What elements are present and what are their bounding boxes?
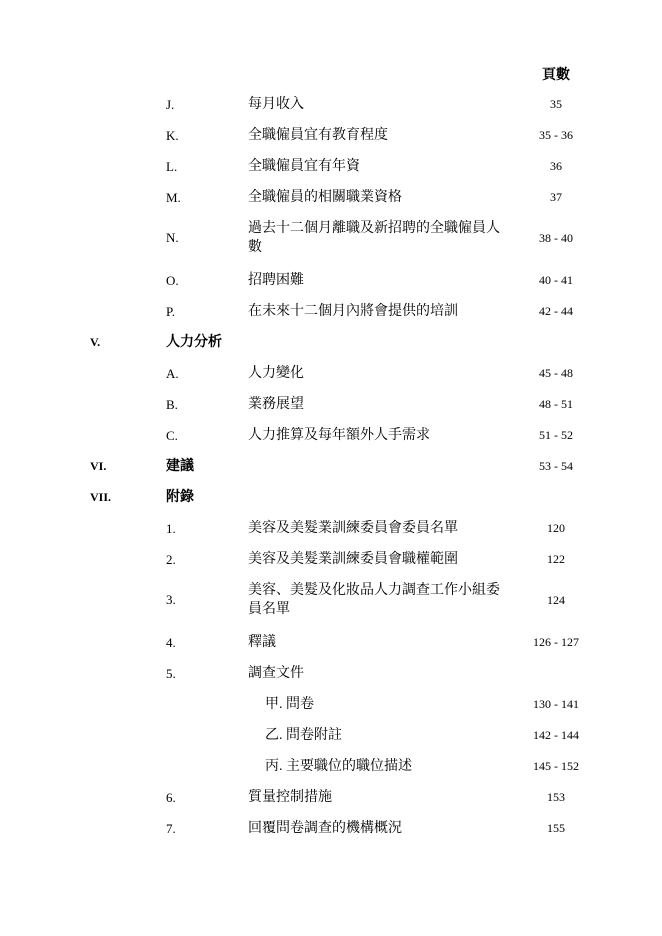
item-title: 美容及美髮業訓練委員會職權範圍 [248,552,458,567]
section-title: 建議 [166,459,194,474]
item-label: N. [166,230,179,245]
page-number: 53 - 54 [539,459,573,473]
page-number: 126 - 127 [533,635,579,649]
item-title: 乙. 問卷附註 [265,728,342,743]
item-title: 調查文件 [248,666,304,681]
section-number: V. [90,335,101,349]
item-title: 回覆問卷調查的機構概況 [248,821,402,836]
item-label: 5. [166,666,176,681]
item-label: C. [166,428,178,443]
toc-entry [0,126,662,145]
item-title: 美容、美髮及化妝品人力調查工作小組委員名單 [248,583,500,617]
page-number: 51 - 52 [539,428,573,442]
toc-entry [0,364,662,383]
toc-entry [0,188,662,207]
toc-entry [0,581,662,619]
toc-entry [0,157,662,176]
toc-entry [0,488,662,507]
toc-entry [0,726,662,745]
item-label: L. [166,159,178,174]
page-number: 155 [547,821,565,835]
item-label: 7. [166,821,176,836]
item-title: 全職僱員的相關職業資格 [248,190,402,205]
item-label: M. [166,190,181,205]
item-label: 2. [166,552,176,567]
page-number: 42 - 44 [539,304,573,318]
toc-entry [0,519,662,538]
page-number: 153 [547,790,565,804]
item-title: 人力推算及每年額外人手需求 [248,428,430,443]
item-title: 全職僱員宜有年資 [248,159,360,174]
section-title: 附錄 [166,490,194,505]
item-title: 丙. 主要職位的職位描述 [265,759,412,774]
item-title: 人力變化 [248,366,304,381]
toc-entry [0,788,662,807]
item-label: A. [166,366,179,381]
page-number: 36 [550,159,562,173]
page-number: 45 - 48 [539,366,573,380]
item-title: 招聘困難 [248,273,304,288]
page-number: 48 - 51 [539,397,573,411]
item-title: 業務展望 [248,397,304,412]
item-title: 質量控制措施 [248,790,332,805]
section-title: 人力分析 [166,335,222,350]
toc-entry [0,757,662,776]
item-title: 每月收入 [248,97,304,112]
toc-entry [0,426,662,445]
item-label: 4. [166,635,176,650]
page-number: 37 [550,190,562,204]
item-label: P. [166,304,176,319]
item-label: J. [166,97,175,112]
page-number: 145 - 152 [533,759,579,773]
toc-entry [0,664,662,683]
section-number: VII. [90,490,112,504]
item-label: 3. [166,592,176,607]
section-number: VI. [90,459,107,473]
toc-entry [0,695,662,714]
item-label: O. [166,273,179,288]
toc-entry [0,333,662,352]
page-number: 40 - 41 [539,273,573,287]
toc-entry [0,395,662,414]
page-number: 142 - 144 [533,728,579,742]
toc-entry [0,219,662,257]
item-title: 釋議 [248,635,276,650]
toc-entry [0,302,662,321]
page-number: 38 - 40 [539,231,573,245]
item-title: 全職僱員宜有教育程度 [248,128,388,143]
item-label: K. [166,128,179,143]
toc-entry [0,457,662,476]
item-title: 過去十二個月離職及新招聘的全職僱員人數 [248,221,500,255]
item-title: 甲. 問卷 [265,697,314,712]
page-number: 120 [547,521,565,535]
item-title: 美容及美髮業訓練委員會委員名單 [248,521,458,536]
page-number: 35 - 36 [539,128,573,142]
page-number: 124 [547,593,565,607]
page-number: 35 [550,97,562,111]
toc-entry [0,550,662,569]
page-number: 122 [547,552,565,566]
toc-entry [0,819,662,838]
item-label: 1. [166,521,176,536]
item-label: B. [166,397,178,412]
item-label: 6. [166,790,176,805]
toc-entry [0,633,662,652]
item-title: 在未來十二個月內將會提供的培訓 [248,304,458,319]
toc-entry [0,271,662,290]
toc-entry [0,95,662,114]
page-column-header: 頁數 [542,68,570,83]
page-number: 130 - 141 [533,697,579,711]
